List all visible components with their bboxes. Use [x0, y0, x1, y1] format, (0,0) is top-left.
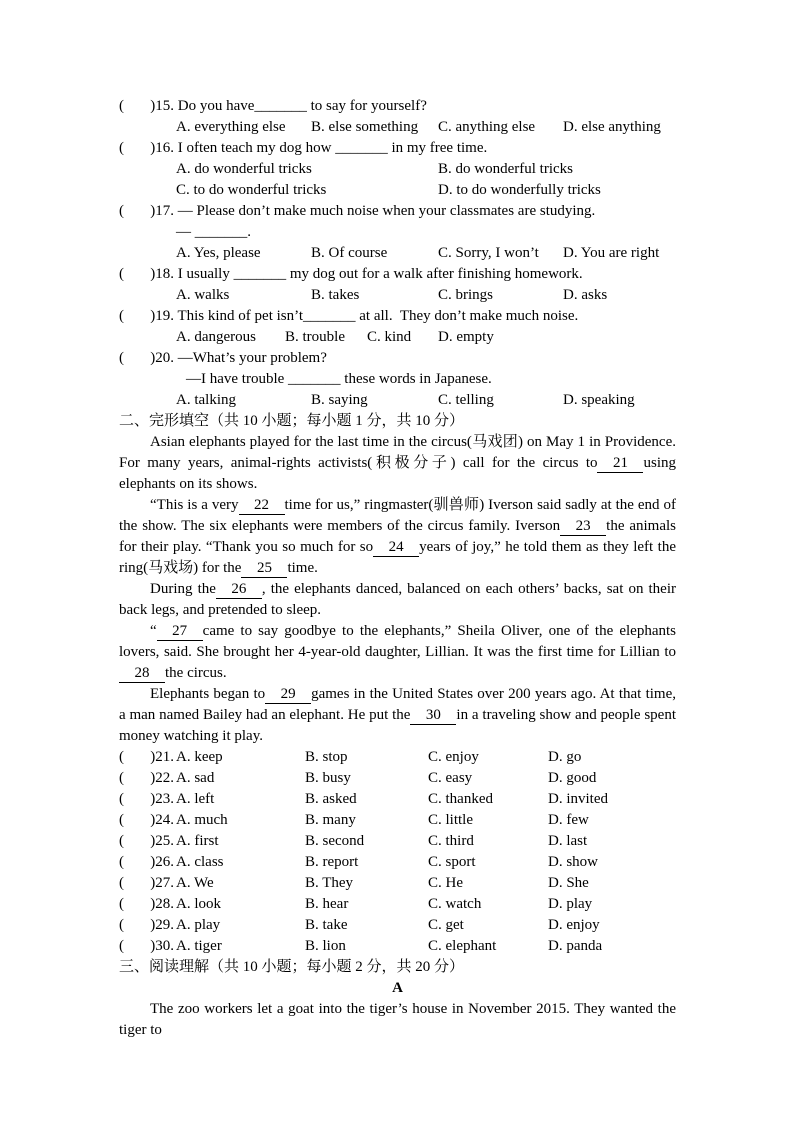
option-a: A. left [176, 791, 215, 807]
cloze-blank: 22 [239, 496, 285, 515]
question-17-reply: — _______. [176, 224, 251, 240]
cloze-text: time. [287, 560, 318, 576]
option-a: A. first [176, 833, 219, 849]
question-17-stem: ( )17. — Please don’t make much noise when your classmates are studying. [119, 203, 596, 219]
option-c: C. thanked [428, 791, 493, 807]
question-18-stem: ( )18. I usually _______ my dog out for a walk after finishing homework. [119, 266, 583, 282]
option-c: C. telling [438, 392, 494, 408]
option-a: A. play [176, 917, 221, 933]
question-number: ( )25. [119, 833, 174, 849]
cloze-paragraph-2 [119, 495, 676, 579]
option-c: C. He [428, 875, 463, 891]
option-b: B. asked [305, 791, 357, 807]
option-a: A. do wonderful tricks [176, 161, 312, 177]
option-c: C. easy [428, 770, 473, 786]
option-b: B. They [305, 875, 354, 891]
cloze-text: the circus. [165, 665, 227, 681]
cloze-text: years of joy,” he told them as they left the ring(马戏场) for the [119, 539, 676, 576]
cloze-blank: 23 [560, 517, 606, 536]
question-15-stem: ( )15. Do you have_______ to say for yourself? [119, 98, 427, 114]
cloze-text: came to say goodbye to the elephants,” Sheila Oliver, one of the elephants lovers, said. She brought her 4-year-old daughter, Lillian. It was the first time for Lillian to [119, 623, 676, 660]
question-number: ( )22. [119, 770, 174, 786]
option-c: C. enjoy [428, 749, 479, 765]
option-a: A. everything else [176, 119, 286, 135]
page-content [119, 96, 676, 1041]
cloze-text: During the [150, 581, 216, 597]
option-b: B. else something [311, 119, 419, 135]
option-c: C. kind [367, 329, 412, 345]
option-a: A. talking [176, 392, 236, 408]
question-20-options [119, 390, 676, 411]
option-b: B. stop [305, 749, 348, 765]
option-d: D. You are right [563, 245, 660, 261]
cloze-text: time for us,” ringmaster(驯兽师) Iverson said sadly at the end of the show. The six elephants were members of the circus family. Iverson [119, 497, 676, 534]
question-19-options [119, 327, 676, 348]
option-d: D. show [548, 854, 599, 870]
option-c: C. Sorry, I won’t [438, 245, 539, 261]
cloze-option-row-21 [119, 747, 676, 768]
question-number: ( )30. [119, 938, 174, 954]
cloze-text: using elephants on its shows. [119, 455, 676, 492]
option-a: A. We [176, 875, 214, 891]
cloze-paragraph-3 [119, 579, 676, 621]
question-19-stem: ( )19. This kind of pet isn’t_______ at all. They don’t make much noise. [119, 308, 579, 324]
question-number: ( )23. [119, 791, 174, 807]
option-d: D. invited [548, 791, 608, 807]
question-number: ( )29. [119, 917, 174, 933]
reading-section-title: 三、阅读理解（共 10 小题；每小题 2 分，共 20 分） [119, 959, 465, 975]
option-d: D. play [548, 896, 593, 912]
reading-passage-first-line: The zoo workers let a goat into the tiger’s house in November 2015. They wanted the tiger to [119, 1001, 676, 1038]
option-d: D. She [548, 875, 589, 891]
option-a: A. tiger [176, 938, 222, 954]
reading-section [119, 957, 676, 1041]
question-number: ( )21. [119, 749, 174, 765]
cloze-paragraph-1 [119, 432, 676, 495]
cloze-text: Asian elephants played for the last time in the circus(马戏团) on May 1 in Providence. For many years, animal-rights activists(积极分子) call for the circus to [119, 434, 676, 471]
option-b: B. hear [305, 896, 349, 912]
option-b: B. do wonderful tricks [438, 161, 573, 177]
option-d: D. enjoy [548, 917, 600, 933]
option-c: C. elephant [428, 938, 497, 954]
option-b: B. second [305, 833, 365, 849]
option-a: A. dangerous [176, 329, 256, 345]
option-d: D. else anything [563, 119, 661, 135]
cloze-text: in a traveling show and people spent money watching it play. [119, 707, 676, 744]
cloze-option-row-23 [119, 789, 676, 810]
option-d: D. good [548, 770, 597, 786]
option-b: B. report [305, 854, 359, 870]
option-a: A. Yes, please [176, 245, 261, 261]
option-d: D. speaking [563, 392, 635, 408]
cloze-option-row-27 [119, 873, 676, 894]
cloze-text: the animals for their play. “Thank you so much for so [119, 518, 676, 555]
option-b: B. lion [305, 938, 346, 954]
option-d: D. last [548, 833, 588, 849]
option-b: B. take [305, 917, 348, 933]
cloze-blank: 28 [119, 664, 165, 683]
cloze-text: Elephants began to [150, 686, 266, 702]
option-b: B. takes [311, 287, 360, 303]
option-c: C. get [428, 917, 464, 933]
question-number: ( )26. [119, 854, 174, 870]
multiple-choice-section [119, 96, 676, 411]
cloze-blank: 30 [410, 706, 456, 725]
cloze-text: games in the United States over 200 years ago. At that time, a man named Bailey had an elephant. He put the [119, 686, 676, 723]
option-b: B. saying [311, 392, 368, 408]
cloze-blank: 21 [597, 454, 643, 473]
cloze-text: “This is a very [150, 497, 239, 513]
cloze-option-row-26 [119, 852, 676, 873]
cloze-blank: 27 [157, 622, 203, 641]
cloze-paragraph-5 [119, 684, 676, 747]
option-b: B. trouble [285, 329, 345, 345]
option-a: A. sad [176, 770, 215, 786]
option-c: C. brings [438, 287, 494, 303]
option-b: B. many [305, 812, 356, 828]
cloze-option-row-25 [119, 831, 676, 852]
question-16-options-row-2 [119, 180, 676, 201]
cloze-blank: 26 [216, 580, 262, 599]
option-d: D. to do wonderfully tricks [438, 182, 601, 198]
option-c: C. sport [428, 854, 476, 870]
cloze-blank: 29 [265, 685, 311, 704]
question-20-stem: ( )20. —What’s your problem? [119, 350, 327, 366]
cloze-blank: 25 [241, 559, 287, 578]
question-number: ( )24. [119, 812, 174, 828]
question-15-options [119, 117, 676, 138]
question-number: ( )28. [119, 896, 174, 912]
option-a: A. look [176, 896, 221, 912]
option-d: D. asks [563, 287, 608, 303]
question-16-options-row-1 [119, 159, 676, 180]
option-a: A. keep [176, 749, 223, 765]
question-number: ( )27. [119, 875, 174, 891]
cloze-section-title: 二、完形填空（共 10 小题；每小题 1 分，共 10 分） [119, 413, 465, 429]
option-d: D. go [548, 749, 582, 765]
option-c: C. little [428, 812, 473, 828]
option-c: C. third [428, 833, 474, 849]
passage-label: A [392, 980, 403, 996]
option-a: A. class [176, 854, 224, 870]
question-20-reply: —I have trouble _______ these words in Japanese. [186, 371, 492, 387]
cloze-option-row-29 [119, 915, 676, 936]
cloze-option-row-24 [119, 810, 676, 831]
option-b: B. busy [305, 770, 351, 786]
option-d: D. empty [438, 329, 494, 345]
cloze-section [119, 411, 676, 957]
cloze-blank: 24 [373, 538, 419, 557]
option-a: A. walks [176, 287, 230, 303]
cloze-text: , the elephants danced, balanced on each others’ backs, sat on their back legs, and pretended to sleep. [119, 581, 677, 618]
option-c: C. to do wonderful tricks [176, 182, 327, 198]
cloze-text: “ [150, 623, 157, 639]
question-16-stem: ( )16. I often teach my dog how _______ in my free time. [119, 140, 488, 156]
option-d: D. few [548, 812, 589, 828]
option-c: C. anything else [438, 119, 536, 135]
option-c: C. watch [428, 896, 482, 912]
cloze-option-row-28 [119, 894, 676, 915]
cloze-option-row-22 [119, 768, 676, 789]
option-b: B. Of course [311, 245, 388, 261]
cloze-option-row-30 [119, 936, 676, 957]
cloze-paragraph-4 [119, 621, 676, 684]
question-18-options [119, 285, 676, 306]
question-17-options [119, 243, 676, 264]
option-d: D. panda [548, 938, 603, 954]
option-a: A. much [176, 812, 228, 828]
